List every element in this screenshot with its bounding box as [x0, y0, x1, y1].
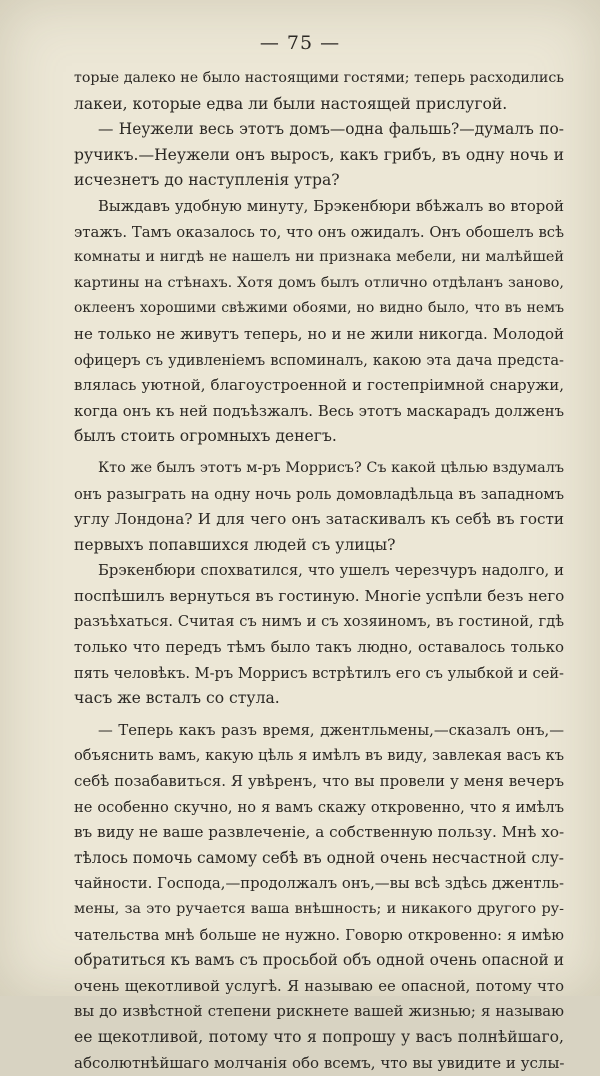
text-line: — Неужели весь этотъ домъ—одна фальшь?—думалъ по- [98, 120, 564, 139]
text-line: оклеенъ хорошими свѣжими обоями, но видно было, что въ немъ [74, 300, 564, 317]
text-line: вы до извѣстной степени рискнете вашей жизнью; я называю [74, 1003, 564, 1021]
text-line: очень щекотливой услугѣ. Я называю ее опасной, потому что [74, 977, 564, 995]
text-line: когда онъ къ ней подъѣзжалъ. Весь этотъ маскарадъ долженъ [74, 402, 564, 420]
text-line: ручикъ.—Неужели онъ выросъ, какъ грибъ, въ одну ночь и [74, 145, 564, 164]
text-line: себѣ позабавиться. Я увѣренъ, что вы провели у меня вечеръ [74, 772, 564, 791]
text-line: Кто же былъ этотъ м-ръ Моррисъ? Съ какой цѣлью вздумалъ [98, 459, 564, 476]
text-line: лакеи, которые едва ли были настоящей прислугой. [74, 94, 508, 113]
text-line: чайности. Господа,—продолжалъ онъ,—вы всѣ здѣсь джентль- [74, 875, 564, 893]
text-line: углу Лондона? И для чего онъ затаскивалъ къ себѣ въ гости [74, 510, 564, 529]
text-line: картины на стѣнахъ. Хотя домъ былъ отлично отдѣланъ заново, [74, 274, 564, 291]
text-line: первыхъ попавшихся людей съ улицы? [74, 535, 396, 554]
text-line: комнаты и нигдѣ не нашелъ ни признака мебели, ни малѣйшей [74, 249, 564, 266]
text-line: часъ же всталъ со стула. [74, 689, 280, 708]
text-line: мены, за это ручается ваша внѣшность; и никакого другого ру- [74, 901, 564, 917]
text-line: абсолютнѣйшаго молчанія обо всемъ, что вы увидите и услы- [74, 1053, 565, 1072]
text-line: торые далеко не было настоящими гостями; теперь расходились [74, 70, 564, 86]
text-line: не только не живутъ теперь, но и не жили никогда. Молодой [74, 324, 564, 343]
text-line: въ виду не ваше развлеченіе, а собственную пользу. Мнѣ хо- [74, 823, 565, 842]
text-line: только что передъ тѣмъ было такъ людно, оставалось только [74, 638, 564, 657]
text-line: этажъ. Тамъ оказалось то, что онъ ожидалъ. Онъ обошелъ всѣ [74, 223, 564, 241]
text-line: объяснить вамъ, какую цѣль я имѣлъ въ виду, завлекая васъ къ [74, 747, 564, 765]
body-text [74, 66, 564, 1076]
text-line: обратиться къ вамъ съ просьбой объ одной очень опасной и [74, 951, 564, 970]
text-line: онъ разыграть на одну ночь роль домовладѣльца въ западномъ [74, 485, 564, 503]
text-line: тѣлось помочь самому себѣ въ одной очень несчастной слу- [74, 848, 564, 867]
text-line: влялась уютной, благоустроенной и гостепріимной снаружи, [74, 376, 564, 395]
text-line: исчезнетъ до наступленія утра? [74, 171, 340, 190]
text-line: Брэкенбюри спохватился, что ушелъ черезчуръ надолго, и [98, 562, 564, 580]
text-line: былъ стоить огромныхъ денегъ. [74, 427, 337, 446]
text-line: разъѣхаться. Считая съ нимъ и съ хозяиномъ, въ гостиной, гдѣ [74, 613, 564, 631]
text-line: ее щекотливой, потому что я попрошу у васъ полнѣйшаго, [74, 1027, 564, 1046]
text-line: Выждавъ удобную минуту, Брэкенбюри вбѣжалъ во второй [98, 197, 564, 215]
text-line: пять человѣкъ. М-ръ Моррисъ встрѣтилъ его съ улыбкой и сей- [74, 664, 564, 682]
text-line: поспѣшилъ вернуться въ гостиную. Многіе успѣли безъ него [74, 586, 565, 605]
page-number: — 75 — [259, 32, 341, 54]
text-line: не особенно скучно, но я вамъ скажу откровенно, что я имѣлъ [74, 798, 564, 816]
text-line: — Теперь какъ разъ время, джентльмены,—сказалъ онъ,— [98, 721, 564, 739]
text-line: офицеръ съ удивленіемъ вспоминалъ, какою эта дача предста- [74, 351, 564, 369]
text-line: чательства мнѣ больше не нужно. Говорю откровенно: я имѣю [74, 926, 564, 944]
